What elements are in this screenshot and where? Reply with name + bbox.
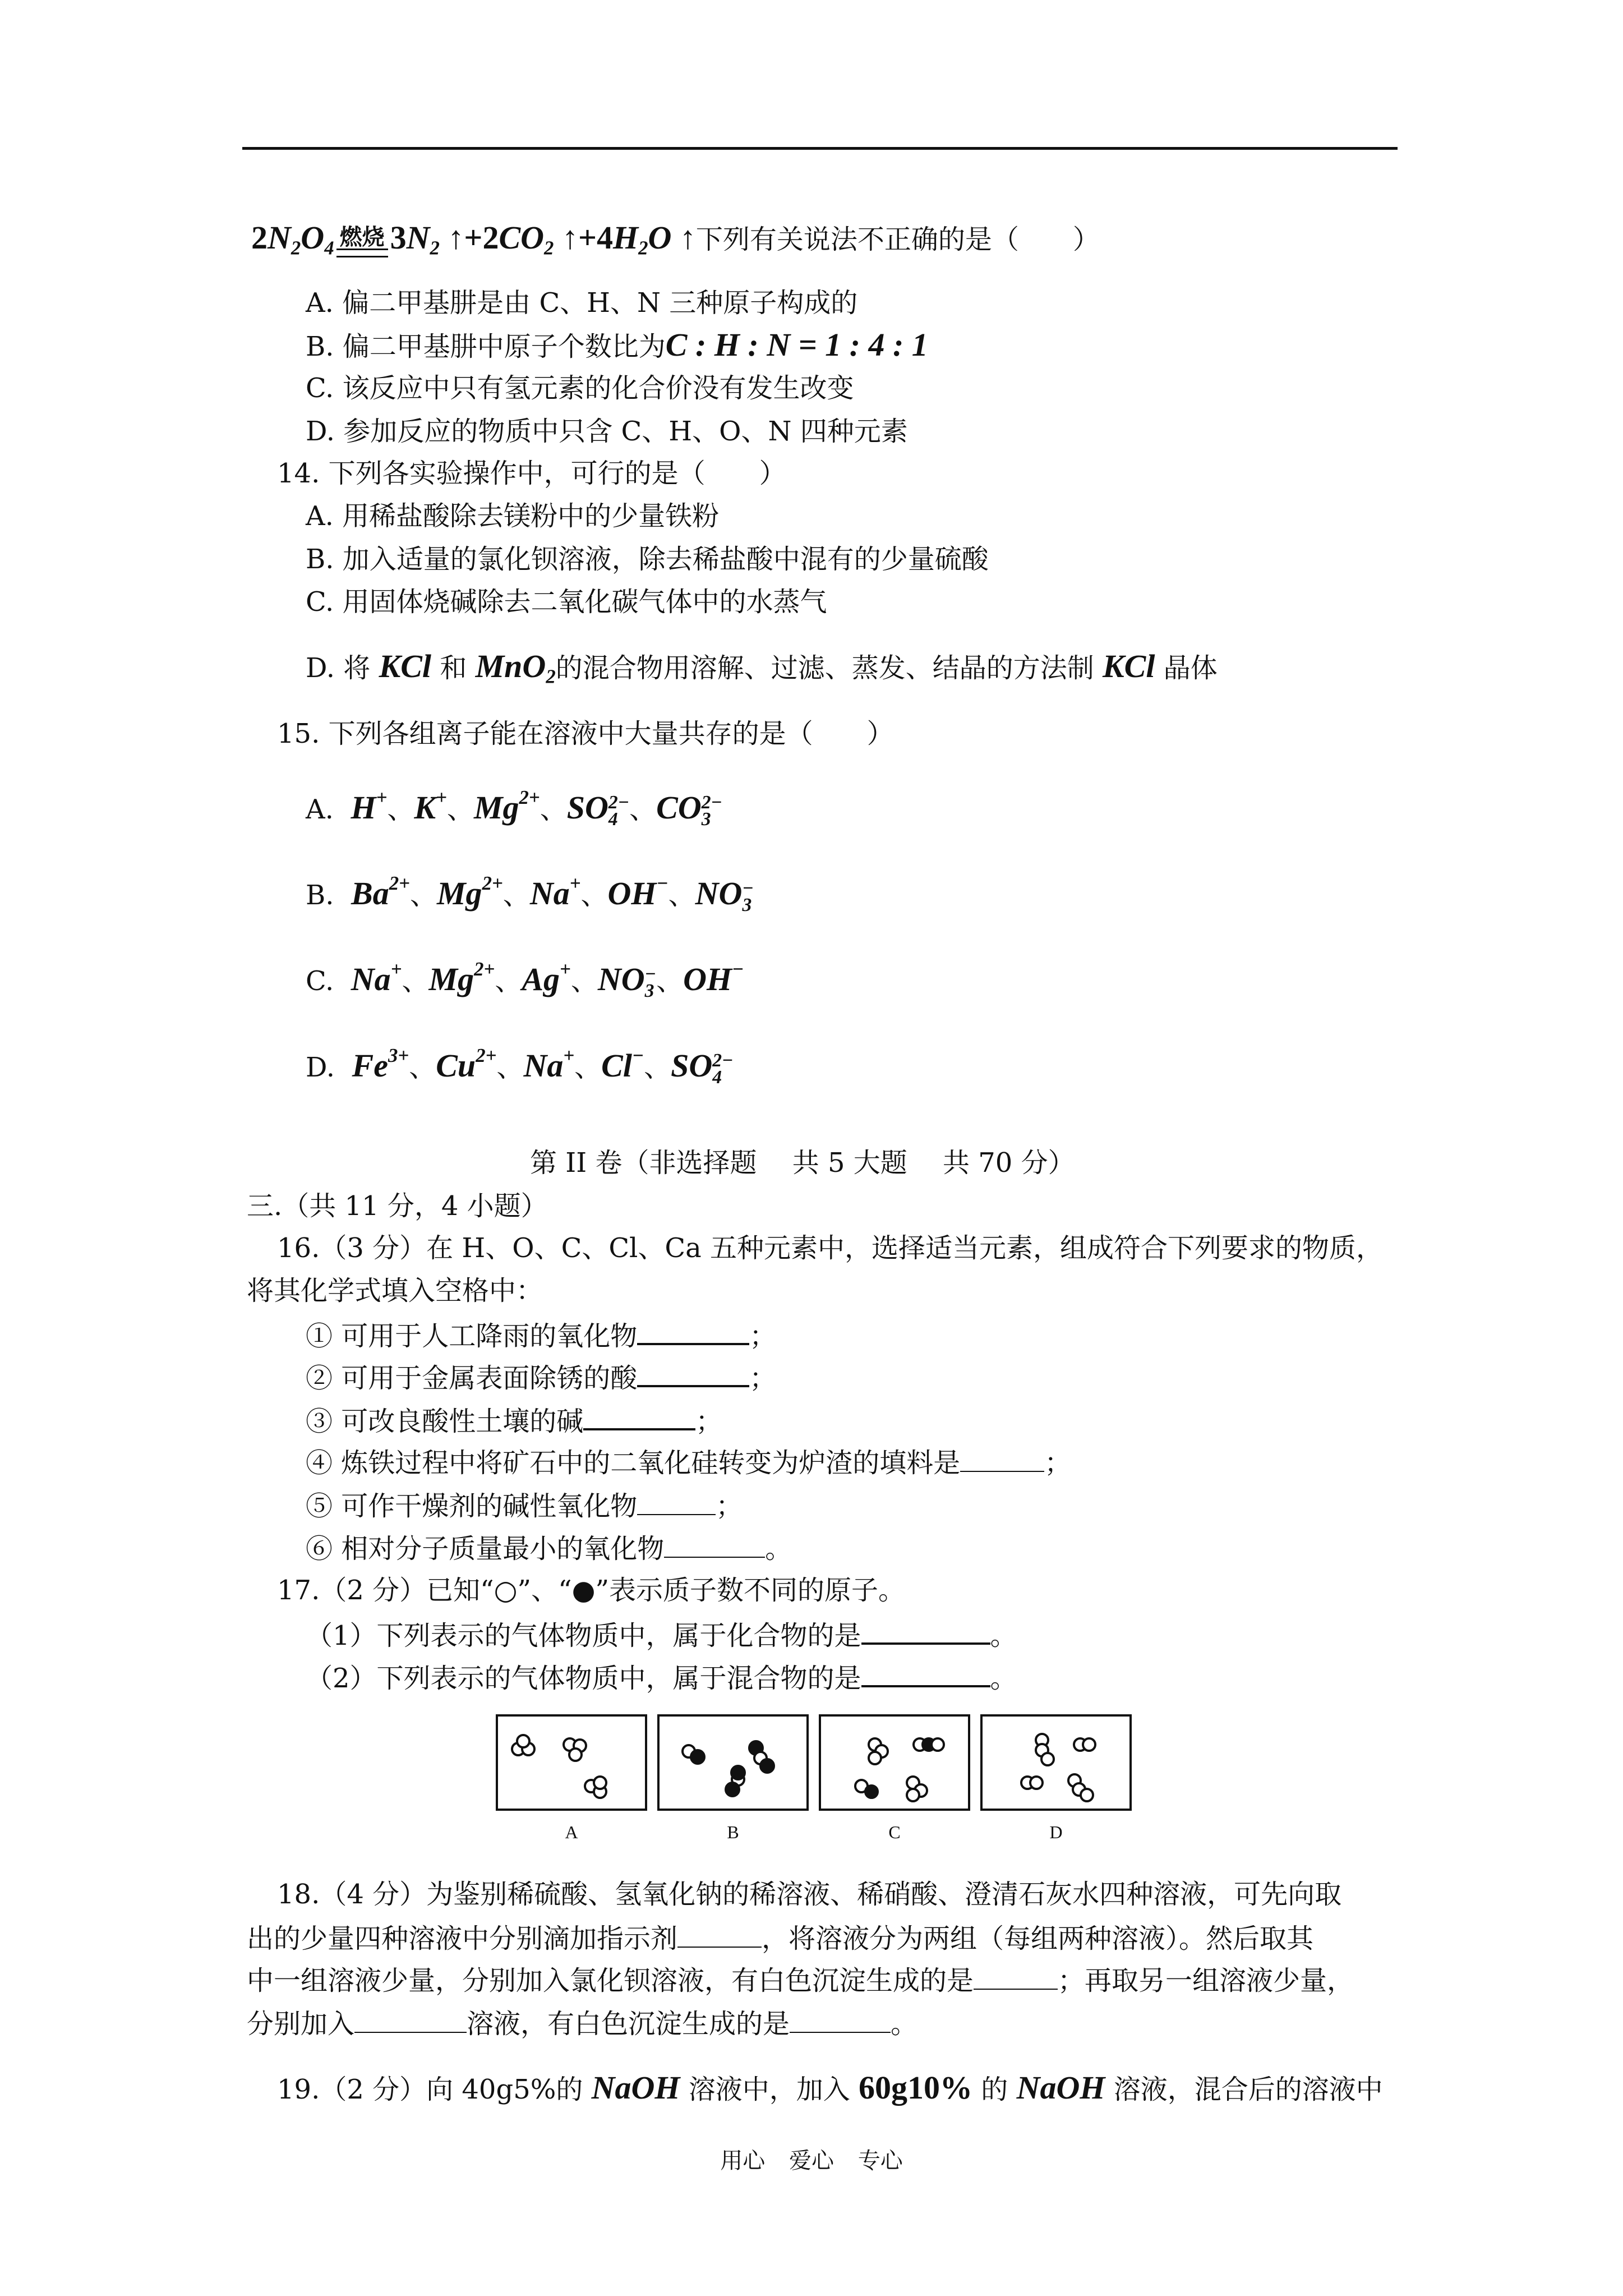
answer-blank[interactable] xyxy=(677,1920,762,1948)
q15-option-b: B. $Ba^{2+}$、$Mg^{2+}$、Na+、OH−、NO − 3 xyxy=(306,872,754,915)
page-footer: 用心 爱心 专心 xyxy=(720,2148,903,2174)
answer-blank[interactable] xyxy=(637,1487,716,1515)
q16-item-3: ③ 可改良酸性土壤的碱 ； xyxy=(306,1401,722,1439)
mass-percent: 60g10% xyxy=(859,2069,973,2106)
answer-blank[interactable] xyxy=(637,1316,749,1345)
answer-blank[interactable] xyxy=(664,1530,765,1558)
panel-a-molecules xyxy=(498,1717,649,1813)
q13-option-d: D. 参加反应的物质中只含 C、H、O、N 四种元素 xyxy=(306,416,908,447)
q16-stem-line2: 将其化学式填入空格中： xyxy=(247,1275,543,1306)
panel-d xyxy=(980,1714,1132,1811)
section3-heading: 三.（共 11 分，4 小题） xyxy=(247,1190,548,1222)
q16-stem-line1: 16.（3 分）在 H、O、C、Cl、Ca 五种元素中，选择适当元素，组成符合下列要求的物质， xyxy=(277,1232,1384,1264)
kcl-formula: KCl xyxy=(379,648,432,684)
kcl-formula: KCl xyxy=(1102,648,1155,684)
q17-sub1: （1）下列表示的气体物质中，属于化合物的是 。 xyxy=(306,1616,1017,1654)
q13-option-a: A. 偏二甲基肼是由 C、H、N 三种原子构成的 xyxy=(306,287,858,319)
panel-label-c: C xyxy=(888,1822,901,1842)
answer-blank[interactable] xyxy=(861,1658,990,1687)
q14-option-b: B. 加入适量的氯化钡溶液，除去稀盐酸中混有的少量硫酸 xyxy=(306,544,989,575)
q13-option-b: B. 偏二甲基肼中原子个数比为C : H : N = 1 : 4 : 1 xyxy=(306,326,928,363)
q16-item-5: ⑤ 可作干燥剂的碱性氧化物 ； xyxy=(306,1487,743,1524)
q18-line1: 18.（4 分）为鉴别稀硫酸、氢氧化钠的稀溶液、稀硝酸、澄清石灰水四种溶液，可先向取 xyxy=(277,1879,1342,1910)
answer-blank[interactable] xyxy=(583,1401,695,1430)
products: $3N_2$ $↑+2CO_2$ $↑+4H_2O$ ↑ xyxy=(390,219,696,259)
answer-blank[interactable] xyxy=(354,2005,467,2033)
reaction-condition: 燃烧 xyxy=(336,226,388,257)
q17-stem: 17.（2 分）已知“○”、“●”表示质子数不同的原子。 xyxy=(277,1575,906,1606)
molecule-figure xyxy=(496,1714,1135,1842)
panel-c-molecules xyxy=(821,1717,972,1813)
q18-line4: 分别加入 溶液，有白色沉淀生成的是 。 xyxy=(247,2005,917,2042)
q13-stem-tail: 下列有关说法不正确的是（ ） xyxy=(695,224,1100,255)
top-rule xyxy=(242,147,1398,150)
q14-stem: 14. 下列各实验操作中，可行的是（ ） xyxy=(277,458,786,489)
panel-label-a: A xyxy=(565,1822,578,1842)
q17-sub2: （2）下列表示的气体物质中，属于混合物的是 。 xyxy=(306,1658,1017,1696)
answer-blank[interactable] xyxy=(960,1444,1044,1472)
q16-item-6: ⑥ 相对分子质量最小的氧化物 。 xyxy=(306,1530,792,1567)
reactant-n2o4: $2N_2O_4$ xyxy=(251,219,334,259)
q16-item-1: ① 可用于人工降雨的氧化物 ； xyxy=(306,1316,776,1354)
answer-blank[interactable] xyxy=(861,1616,990,1645)
answer-blank[interactable] xyxy=(637,1358,749,1387)
naoh-formula: NaOH xyxy=(591,2069,680,2106)
q14-option-d: D. 将 KCl 和 MnO$_2$的混合物用溶解、过滤、蒸发、结晶的方法制 KCl 晶体 xyxy=(306,648,1218,688)
panel-label-b: B xyxy=(727,1822,739,1842)
q16-item-4: ④ 炼铁过程中将矿石中的二氧化硅转变为炉渣的填料是 ； xyxy=(306,1444,1071,1481)
panel-label-d: D xyxy=(1049,1822,1063,1842)
q13-equation-line xyxy=(251,220,1100,266)
atom-ratio: C : H : N = 1 : 4 : 1 xyxy=(665,326,928,363)
panel-d-molecules xyxy=(983,1717,1134,1813)
q15-option-a: A. H+、K+、$Mg^{2+}$、SO 2− 4 、CO 2− 3 xyxy=(306,786,722,830)
panel-c xyxy=(819,1714,970,1811)
q15-option-c: C. Na+、$Mg^{2+}$、Ag+、NO − 3 、OH− xyxy=(306,958,744,1001)
panel-b-molecules xyxy=(660,1717,811,1813)
q19-line1: 19.（2 分）向 40g5%的 NaOH 溶液中，加入 60g10% 的 NaOH 溶液，混合后的溶液中 xyxy=(277,2069,1383,2106)
q15-stem: 15. 下列各组离子能在溶液中大量共存的是（ ） xyxy=(277,718,894,749)
naoh-formula: NaOH xyxy=(1016,2069,1105,2106)
mno2-formula: MnO$_2$ xyxy=(475,648,556,688)
q18-line3: 中一组溶液少量，分别加入氯化钡溶液，有白色沉淀生成的是 ；再取另一组溶液少量， xyxy=(247,1962,1354,1999)
panel-b xyxy=(657,1714,809,1811)
answer-blank[interactable] xyxy=(790,2005,891,2033)
part2-title: 第 II 卷（非选择题 共 5 大题 共 70 分） xyxy=(530,1147,1075,1179)
q18-line2: 出的少量四种溶液中分别滴加指示剂 ，将溶液分为两组（每组两种溶液）。然后取其 xyxy=(247,1920,1313,1957)
q13-option-c: C. 该反应中只有氢元素的化合价没有发生改变 xyxy=(306,372,854,404)
q15-option-d: D. $Fe^{3+}$、$Cu^{2+}$、Na+、Cl−、SO 2− 4 xyxy=(306,1045,734,1088)
answer-blank[interactable] xyxy=(974,1962,1058,1990)
q16-item-2: ② 可用于金属表面除锈的酸 ； xyxy=(306,1358,776,1396)
panel-a xyxy=(496,1714,647,1811)
q14-option-a: A. 用稀盐酸除去镁粉中的少量铁粉 xyxy=(306,500,720,532)
q14-option-c: C. 用固体烧碱除去二氧化碳气体中的水蒸气 xyxy=(306,586,827,618)
